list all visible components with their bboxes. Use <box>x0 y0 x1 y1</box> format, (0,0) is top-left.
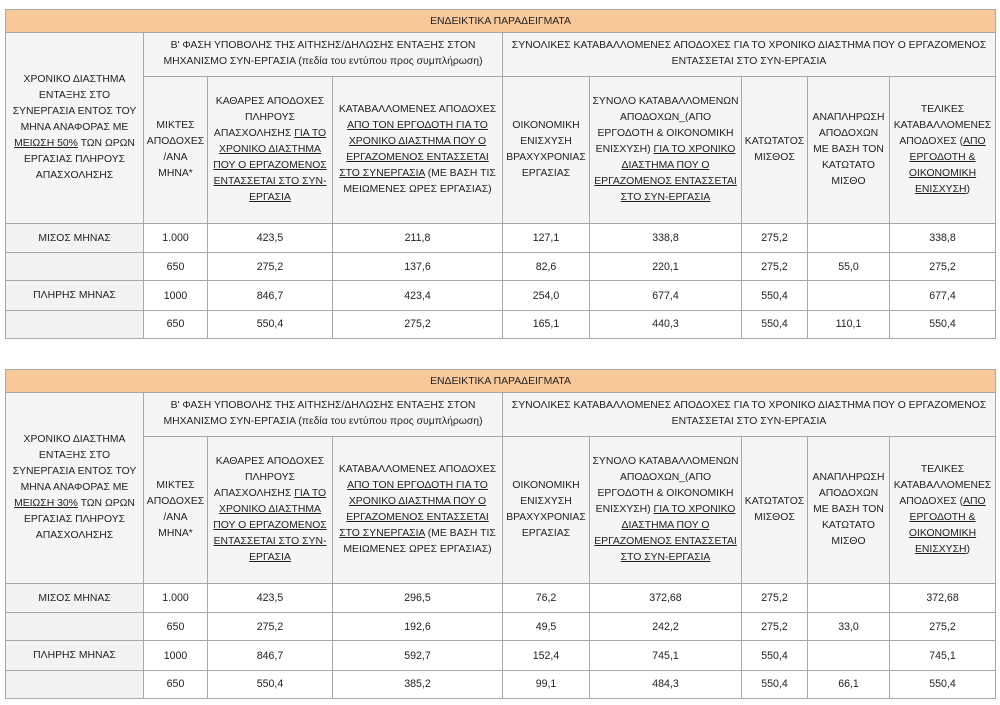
cell-minimum-wage: 550,4 <box>742 310 808 338</box>
table-title <box>6 10 996 33</box>
header-text: ΑΠΟ ΕΡΓΟΔΟΤΗ & ΟΙΚΟΝΟΜΙΚΗ ΕΝΙΣΧΥΣΗ <box>908 135 986 195</box>
header-total-paid <box>590 436 742 583</box>
header-text: ΑΝΑΠΛΗΡΩΣΗ ΑΠΟΔΟΧΩΝ ΜΕ ΒΑΣΗ ΤΟΝ ΚΑΤΩΤΑΤΟ ΜΙΣΘΟ <box>812 111 885 187</box>
cell-financial-support: 254,0 <box>503 281 590 310</box>
cell-financial-support: 165,1 <box>503 310 590 338</box>
cell-final-pay: 372,68 <box>890 583 996 612</box>
cell-final-pay: 275,2 <box>890 613 996 641</box>
header-paid-by-employer <box>333 76 503 223</box>
header-text: ΣΥΝΟΛΟ ΚΑΤΑΒΑΛΛΟΜΕΝΩΝ ΑΠΟΔΟΧΩΝ_(ΑΠΟ ΕΡΓΟΔΟΤΗ & ΟΙΚΟΝΟΜΙΚΗ ΕΝΙΣΧΥΣΗ) <box>592 455 739 515</box>
cell-mixed-pay: 650 <box>144 670 208 698</box>
header-period <box>6 393 144 584</box>
header-phase-b <box>144 393 503 436</box>
cell-paid-by-employer: 423,4 <box>333 281 503 310</box>
cell-mixed-pay: 1.000 <box>144 223 208 252</box>
header-text: ΕΝΔΕΙΚΤΙΚΑ ΠΑΡΑΔΕΙΓΜΑΤΑ <box>430 15 571 27</box>
header-text: ΓΙΑ ΤΟ ΧΡΟΝΙΚΟ ΔΙΑΣΤΗΜΑ ΠΟΥ Ο ΕΡΓΑΖΟΜΕΝΟΣ ΕΝΤΑΣΣΕΤΑΙ ΣΤΟ ΣΥΝ-ΕΡΓΑΣΙΑ <box>213 487 327 563</box>
header-text: ΤΕΛΙΚΕΣ ΚΑΤΑΒΑΛΛΟΜΕΝΕΣ ΑΠΟΔΟΧΕΣ ( <box>893 103 992 147</box>
cell-paid-by-employer: 296,5 <box>333 583 503 612</box>
header-final-pay <box>890 76 996 223</box>
header-text: ΚΑΤΑΒΑΛΛΟΜΕΝΕΣ ΑΠΟΔΟΧΕΣ <box>338 103 497 115</box>
header-phase-b <box>144 33 503 76</box>
table-row <box>6 223 996 252</box>
cell-minimum-wage: 550,4 <box>742 670 808 698</box>
header-text: ΟΙΚΟΝΟΜΙΚΗ ΕΝΙΣΧΥΣΗ ΒΡΑΧΥΧΡΟΝΙΑΣ ΕΡΓΑΣΙΑΣ <box>506 119 586 179</box>
header-text: ΧΡΟΝΙΚΟ ΔΙΑΣΤΗΜΑ ΕΝΤΑΞΗΣ ΣΤΟ ΣΥΝΕΡΓΑΣΙΑ ΕΝΤΟΣ ΤΟΥ ΜΗΝΑ ΑΝΑΦΟΡΑΣ ΜΕ <box>12 74 137 134</box>
table-row <box>6 641 996 670</box>
header-mixed-pay <box>144 76 208 223</box>
cell-financial-support: 49,5 <box>503 613 590 641</box>
header-total-payments <box>503 393 996 436</box>
row-label <box>6 613 144 641</box>
header-text: Β' ΦΑΣΗ ΥΠΟΒΟΛΗΣ ΤΗΣ ΑΙΤΗΣΗΣ/ΔΗΛΩΣΗΣ ΕΝΤΑΞΗΣ ΣΤΟΝ ΜΗΧΑΝΙΣΜΟ ΣΥΝ-ΕΡΓΑΣΙΑ (πεδία του εντύπου προς συμπλήρωση) <box>163 40 483 68</box>
header-text: ΚΑΘΑΡΕΣ ΑΠΟΔΟΧΕΣ ΠΛΗΡΟΥΣ ΑΠΑΣΧΟΛΗΣΗΣ <box>213 455 325 499</box>
header-text: ΓΙΑ ΤΟ ΧΡΟΝΙΚΟ ΔΙΑΣΤΗΜΑ ΠΟΥ Ο ΕΡΓΑΖΟΜΕΝΟΣ ΕΝΤΑΣΣΕΤΑΙ ΣΤΟ ΣΥΝ-ΕΡΓΑΣΙΑ <box>594 143 737 203</box>
cell-paid-by-employer: 385,2 <box>333 670 503 698</box>
header-financial-support <box>503 76 590 223</box>
cell-financial-support: 99,1 <box>503 670 590 698</box>
examples-table-30 <box>5 369 996 699</box>
cell-total-paid: 677,4 <box>590 281 742 310</box>
row-label: ΜΙΣΟΣ ΜΗΝΑΣ <box>6 223 144 252</box>
header-text: (ΜΕ ΒΑΣΗ ΤΙΣ ΜΕΙΩΜΕΝΕΣ ΩΡΕΣ ΕΡΓΑΣΙΑΣ) <box>343 527 496 555</box>
cell-final-pay: 550,4 <box>890 310 996 338</box>
cell-paid-by-employer: 275,2 <box>333 310 503 338</box>
cell-topup <box>808 223 890 252</box>
header-financial-support <box>503 436 590 583</box>
row-label: ΠΛΗΡΗΣ ΜΗΝΑΣ <box>6 641 144 670</box>
cell-total-paid: 338,8 <box>590 223 742 252</box>
header-text: Β' ΦΑΣΗ ΥΠΟΒΟΛΗΣ ΤΗΣ ΑΙΤΗΣΗΣ/ΔΗΛΩΣΗΣ ΕΝΤΑΞΗΣ ΣΤΟΝ ΜΗΧΑΝΙΣΜΟ ΣΥΝ-ΕΡΓΑΣΙΑ (πεδία του εντύπου προς συμπλήρωση) <box>163 400 483 428</box>
row-label: ΠΛΗΡΗΣ ΜΗΝΑΣ <box>6 281 144 310</box>
cell-minimum-wage: 275,2 <box>742 223 808 252</box>
header-period <box>6 33 144 224</box>
header-total-paid <box>590 76 742 223</box>
header-text: ΤΩΝ ΩΡΩΝ ΕΡΓΑΣΙΑΣ ΠΛΗΡΟΥΣ ΑΠΑΣΧΟΛΗΣΗΣ <box>23 138 135 182</box>
cell-final-pay: 550,4 <box>890 670 996 698</box>
cell-topup: 110,1 <box>808 310 890 338</box>
header-text: ΜΙΚΤΕΣ ΑΠΟΔΟΧΕΣ /ΑΝΑ ΜΗΝΑ* <box>146 119 205 179</box>
header-text: ΚΑΘΑΡΕΣ ΑΠΟΔΟΧΕΣ ΠΛΗΡΟΥΣ ΑΠΑΣΧΟΛΗΣΗΣ <box>213 95 325 139</box>
table-row <box>6 253 996 281</box>
header-text: ΓΙΑ ΤΟ ΧΡΟΝΙΚΟ ΔΙΑΣΤΗΜΑ ΠΟΥ Ο ΕΡΓΑΖΟΜΕΝΟΣ ΕΝΤΑΣΣΕΤΑΙ ΣΤΟ ΣΥΝ-ΕΡΓΑΣΙΑ <box>594 503 737 563</box>
cell-paid-by-employer: 592,7 <box>333 641 503 670</box>
cell-paid-by-employer: 137,6 <box>333 253 503 281</box>
cell-net-pay: 275,2 <box>208 613 333 641</box>
header-text: ΣΥΝΟΛΟ ΚΑΤΑΒΑΛΛΟΜΕΝΩΝ ΑΠΟΔΟΧΩΝ_(ΑΠΟ ΕΡΓΟΔΟΤΗ & ΟΙΚΟΝΟΜΙΚΗ ΕΝΙΣΧΥΣΗ) <box>592 95 739 155</box>
table-row <box>6 281 996 310</box>
cell-final-pay: 745,1 <box>890 641 996 670</box>
header-text: ΤΕΛΙΚΕΣ ΚΑΤΑΒΑΛΛΟΜΕΝΕΣ ΑΠΟΔΟΧΕΣ ( <box>893 463 992 507</box>
row-label <box>6 310 144 338</box>
cell-minimum-wage: 275,2 <box>742 613 808 641</box>
cell-financial-support: 82,6 <box>503 253 590 281</box>
cell-final-pay: 677,4 <box>890 281 996 310</box>
cell-minimum-wage: 275,2 <box>742 583 808 612</box>
cell-topup: 55,0 <box>808 253 890 281</box>
header-text: ΚΑΤΩΤΑΤΟΣ ΜΙΣΘΟΣ <box>744 135 805 163</box>
header-text: ΣΥΝΟΛΙΚΕΣ ΚΑΤΑΒΑΛΛΟΜΕΝΕΣ ΑΠΟΔΟΧΕΣ ΓΙΑ ΤΟ ΧΡΟΝΙΚΟ ΔΙΑΣΤΗΜΑ ΠΟΥ Ο ΕΡΓΑΖΟΜΕΝΟΣ ΕΝΤΑΣΣΕΤΑΙ ΣΤΟ ΣΥΝ-ΕΡΓΑΣΙΑ <box>511 400 987 428</box>
examples-table-50 <box>5 9 996 339</box>
row-label: ΜΙΣΟΣ ΜΗΝΑΣ <box>6 583 144 612</box>
header-text: ΑΠΟ ΕΡΓΟΔΟΤΗ & ΟΙΚΟΝΟΜΙΚΗ ΕΝΙΣΧΥΣΗ <box>908 495 986 555</box>
table-row <box>6 310 996 338</box>
cell-topup <box>808 641 890 670</box>
cell-mixed-pay: 650 <box>144 310 208 338</box>
cell-minimum-wage: 550,4 <box>742 281 808 310</box>
table-title <box>6 370 996 393</box>
cell-financial-support: 127,1 <box>503 223 590 252</box>
cell-net-pay: 846,7 <box>208 641 333 670</box>
cell-mixed-pay: 650 <box>144 613 208 641</box>
header-total-payments <box>503 33 996 76</box>
cell-financial-support: 76,2 <box>503 583 590 612</box>
cell-total-paid: 745,1 <box>590 641 742 670</box>
cell-total-paid: 440,3 <box>590 310 742 338</box>
header-text: ΜΕΙΩΣΗ 30% <box>14 498 78 510</box>
header-paid-by-employer <box>333 436 503 583</box>
header-text: ΧΡΟΝΙΚΟ ΔΙΑΣΤΗΜΑ ΕΝΤΑΞΗΣ ΣΤΟ ΣΥΝΕΡΓΑΣΙΑ ΕΝΤΟΣ ΤΟΥ ΜΗΝΑ ΑΝΑΦΟΡΑΣ ΜΕ <box>12 434 137 494</box>
header-net-pay <box>208 76 333 223</box>
cell-minimum-wage: 275,2 <box>742 253 808 281</box>
cell-total-paid: 220,1 <box>590 253 742 281</box>
cell-minimum-wage: 550,4 <box>742 641 808 670</box>
cell-topup: 33,0 <box>808 613 890 641</box>
cell-paid-by-employer: 211,8 <box>333 223 503 252</box>
table-row <box>6 583 996 612</box>
header-topup <box>808 76 890 223</box>
header-text: ΓΙΑ ΤΟ ΧΡΟΝΙΚΟ ΔΙΑΣΤΗΜΑ ΠΟΥ Ο ΕΡΓΑΖΟΜΕΝΟΣ ΕΝΤΑΣΣΕΤΑΙ ΣΤΟ ΣΥΝ-ΕΡΓΑΣΙΑ <box>213 127 327 203</box>
header-text: ΤΩΝ ΩΡΩΝ ΕΡΓΑΣΙΑΣ ΠΛΗΡΟΥΣ ΑΠΑΣΧΟΛΗΣΗΣ <box>23 498 135 542</box>
header-mixed-pay <box>144 436 208 583</box>
cell-total-paid: 484,3 <box>590 670 742 698</box>
cell-mixed-pay: 1000 <box>144 641 208 670</box>
cell-net-pay: 275,2 <box>208 253 333 281</box>
cell-paid-by-employer: 192,6 <box>333 613 503 641</box>
cell-financial-support: 152,4 <box>503 641 590 670</box>
header-text: ΑΝΑΠΛΗΡΩΣΗ ΑΠΟΔΟΧΩΝ ΜΕ ΒΑΣΗ ΤΟΝ ΚΑΤΩΤΑΤΟ ΜΙΣΘΟ <box>812 471 885 547</box>
header-net-pay <box>208 436 333 583</box>
header-minimum-wage <box>742 76 808 223</box>
cell-mixed-pay: 650 <box>144 253 208 281</box>
header-text: ΜΙΚΤΕΣ ΑΠΟΔΟΧΕΣ /ΑΝΑ ΜΗΝΑ* <box>146 479 205 539</box>
cell-total-paid: 242,2 <box>590 613 742 641</box>
header-text: ΚΑΤΑΒΑΛΛΟΜΕΝΕΣ ΑΠΟΔΟΧΕΣ <box>338 463 497 475</box>
header-text: ) <box>966 543 971 555</box>
cell-net-pay: 423,5 <box>208 223 333 252</box>
header-topup <box>808 436 890 583</box>
header-text: ΚΑΤΩΤΑΤΟΣ ΜΙΣΘΟΣ <box>744 495 805 523</box>
cell-final-pay: 338,8 <box>890 223 996 252</box>
cell-topup <box>808 281 890 310</box>
header-text: ΟΙΚΟΝΟΜΙΚΗ ΕΝΙΣΧΥΣΗ ΒΡΑΧΥΧΡΟΝΙΑΣ ΕΡΓΑΣΙΑΣ <box>506 479 586 539</box>
header-minimum-wage <box>742 436 808 583</box>
cell-net-pay: 550,4 <box>208 670 333 698</box>
cell-mixed-pay: 1000 <box>144 281 208 310</box>
header-text: ΜΕΙΩΣΗ 50% <box>14 138 78 150</box>
cell-final-pay: 275,2 <box>890 253 996 281</box>
table-row <box>6 613 996 641</box>
cell-net-pay: 846,7 <box>208 281 333 310</box>
cell-net-pay: 550,4 <box>208 310 333 338</box>
row-label <box>6 670 144 698</box>
cell-net-pay: 423,5 <box>208 583 333 612</box>
table-row <box>6 670 996 698</box>
header-text: ΣΥΝΟΛΙΚΕΣ ΚΑΤΑΒΑΛΛΟΜΕΝΕΣ ΑΠΟΔΟΧΕΣ ΓΙΑ ΤΟ ΧΡΟΝΙΚΟ ΔΙΑΣΤΗΜΑ ΠΟΥ Ο ΕΡΓΑΖΟΜΕΝΟΣ ΕΝΤΑΣΣΕΤΑΙ ΣΤΟ ΣΥΝ-ΕΡΓΑΣΙΑ <box>511 40 987 68</box>
header-final-pay <box>890 436 996 583</box>
header-text: ΕΝΔΕΙΚΤΙΚΑ ΠΑΡΑΔΕΙΓΜΑΤΑ <box>430 375 571 387</box>
header-text: ) <box>966 183 971 195</box>
row-label <box>6 253 144 281</box>
cell-mixed-pay: 1.000 <box>144 583 208 612</box>
cell-topup: 66,1 <box>808 670 890 698</box>
header-text: ΑΠΟ ΤΟΝ ΕΡΓΟΔΟΤΗ ΓΙΑ ΤΟ ΧΡΟΝΙΚΟ ΔΙΑΣΤΗΜΑ ΠΟΥ Ο ΕΡΓΑΖΟΜΕΝΟΣ ΕΝΤΑΣΣΕΤΑΙ ΣΤΟ ΣΥΝΕΡΓΑΣΙΑ <box>339 119 489 179</box>
header-text: (ΜΕ ΒΑΣΗ ΤΙΣ ΜΕΙΩΜΕΝΕΣ ΩΡΕΣ ΕΡΓΑΣΙΑΣ) <box>343 167 496 195</box>
header-text: ΑΠΟ ΤΟΝ ΕΡΓΟΔΟΤΗ ΓΙΑ ΤΟ ΧΡΟΝΙΚΟ ΔΙΑΣΤΗΜΑ ΠΟΥ Ο ΕΡΓΑΖΟΜΕΝΟΣ ΕΝΤΑΣΣΕΤΑΙ ΣΤΟ ΣΥΝΕΡΓΑΣΙΑ <box>339 479 489 539</box>
cell-total-paid: 372,68 <box>590 583 742 612</box>
cell-topup <box>808 583 890 612</box>
